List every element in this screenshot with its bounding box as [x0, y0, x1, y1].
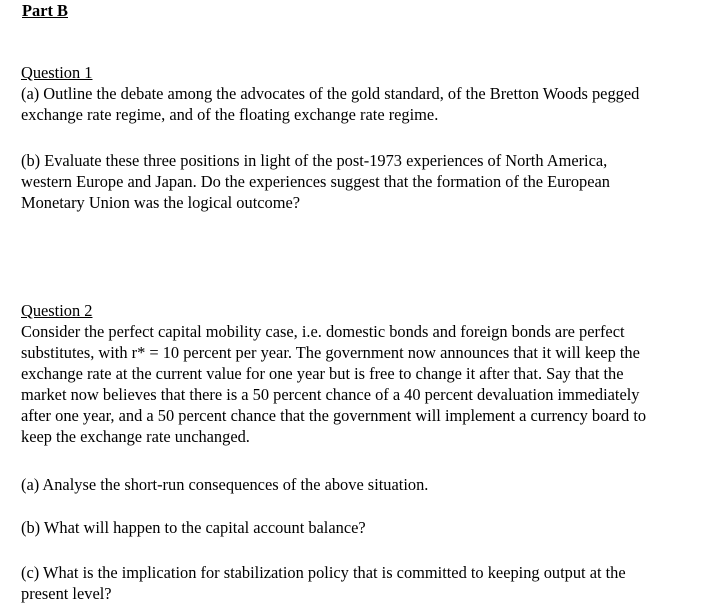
question-1a-line: (a) Outline the debate among the advocates of the gold standard, of the Bretton Woods pegged: [21, 84, 640, 103]
question-2: [21, 300, 726, 447]
question-1a-line: exchange rate regime, and of the floating exchange rate regime.: [21, 105, 439, 124]
question-2-intro-line: market now believes that there is a 50 percent chance of a 40 percent devaluation immediately: [21, 385, 640, 404]
question-2c: [21, 562, 726, 604]
question-2-intro-line: substitutes, with r* = 10 percent per year. The government now announces that it will keep the: [21, 343, 640, 362]
question-2-intro-line: Consider the perfect capital mobility case, i.e. domestic bonds and foreign bonds are perfect: [21, 322, 625, 341]
question-2c-line: (c) What is the implication for stabilization policy that is committed to keeping output at the: [21, 563, 626, 582]
question-2a: [21, 474, 726, 495]
question-1b-line: western Europe and Japan. Do the experiences suggest that the formation of the European: [21, 172, 610, 191]
question-2b-text: (b) What will happen to the capital account balance?: [21, 518, 366, 537]
question-1-heading: Question 1: [21, 63, 93, 82]
question-2-intro-line: keep the exchange rate unchanged.: [21, 427, 250, 446]
question-1: [21, 62, 726, 125]
question-1b-line: Monetary Union was the logical outcome?: [21, 193, 301, 212]
question-2-heading: Question 2: [21, 301, 93, 320]
question-1b: [21, 150, 726, 213]
question-2-intro-line: exchange rate at the current value for one year but is free to change it after that. Say that the: [21, 364, 624, 383]
question-2-intro-line: after one year, and a 50 percent chance that the government will implement a currency board to: [21, 406, 647, 425]
question-2b: [21, 517, 726, 538]
question-2c-line: present level?: [21, 584, 112, 603]
question-1b-line: (b) Evaluate these three positions in light of the post-1973 experiences of North America,: [21, 151, 608, 170]
question-2a-text: (a) Analyse the short-run consequences of the above situation.: [21, 475, 429, 494]
part-title: Part B: [22, 1, 68, 20]
